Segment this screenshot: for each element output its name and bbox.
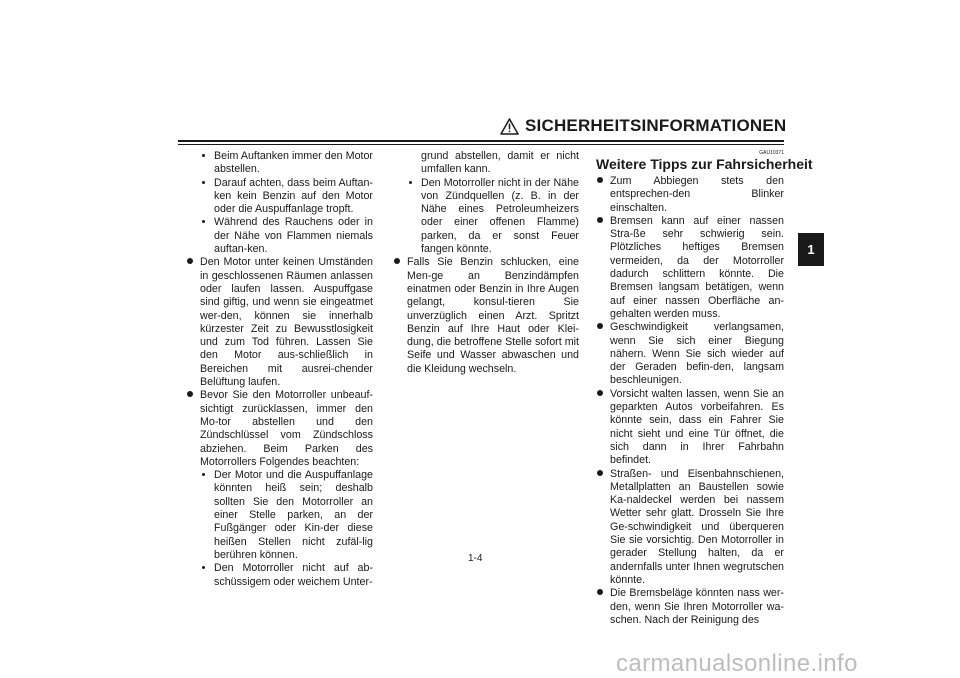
item-text: Den Motorroller nicht in der Nähe von Zündquellen (z. B. in der Nähe eines Petroleumheizers oder einer offenen Flamme) parken, da er sonst Feuer fangen könnte. [421, 176, 579, 256]
item-text: Den Motor unter keinen Umständen in geschlossenen Räumen anlassen oder laufen lassen. Auspuffgase sind giftig, und wenn sie eingeatmet wer-den, können sie innerhalb kürzester Zeit zu Bewusstlosigkeit und zum Tod führen. Lassen Sie den Motor aus-schließlich in Bereichen mit ausrei-chender Belüftung laufen. [200, 256, 373, 389]
sub-bullet-dot-icon [202, 566, 205, 569]
item-text: Vorsicht walten lassen, wenn Sie an geparkten Autos vorbeifahren. Es könnte sein, dass ein Fahrer Sie nicht sieht und eine Tür öffnet, die sich dann in Ihrer Fahrbahn befindet. [610, 387, 784, 467]
item-text: grund abstellen, damit er nicht umfallen kann. [421, 150, 579, 176]
bullet-item [186, 256, 373, 389]
item-text: Die Bremsbeläge könnten nass wer-den, wenn Sie Ihren Motorroller wa-schen. Nach der Reinigung des [610, 587, 784, 626]
text-column-2 [393, 150, 579, 376]
page-title: SICHERHEITSINFORMATIONEN [525, 116, 787, 135]
sub-bullet-dot-icon [202, 220, 205, 223]
header-rule [178, 140, 784, 142]
bullet-item [596, 587, 784, 627]
header-rule-thin [178, 144, 784, 145]
sub-bullet-item [393, 177, 579, 257]
bullet-item [596, 468, 784, 588]
bullet-dot-icon [597, 589, 603, 595]
item-text: Falls Sie Benzin schlucken, eine Men-ge an Benzindämpfen einatmen oder Benzin in Ihre Augen gelangt, konsul-tieren Sie unverzüglich einen Arzt. Spritzt Benzin auf Ihre Haut oder Klei-dung, die betroffene Stelle sofort mit Seife und Wasser abwaschen und die Kleidung wechseln. [407, 256, 579, 375]
item-text: Bremsen kann auf einer nassen Stra-ße sehr schwierig sein. Plötzliches heftiges Bremsen vermeiden, da der Motorroller dadurch schlittern könnte. Die Bremsen langsam betätigen, wenn auf einer nassen Oberfläche an-gehalten werden muss. [610, 214, 784, 320]
section-heading: Weitere Tipps zur Fahrsicherheit [596, 156, 813, 172]
item-text: Den Motorroller nicht auf ab-schüssigem oder weichem Unter- [214, 562, 373, 588]
item-text: Straßen- und Eisenbahnschienen, Metallplatten an Baustellen sowie Ka-naldeckel werden bei nassem Wetter sehr glatt. Drosseln Sie Ihre Ge-schwindigkeit und überqueren Sie sie vorsichtig. Den Motorroller in gerader Stellung halten, da er andernfalls unter Ihnen wegrutschen könnte. [610, 467, 784, 586]
warning-triangle-icon [500, 118, 519, 135]
sub-bullet-item [186, 562, 373, 589]
item-text: Bevor Sie den Motorroller unbeauf-sichtigt zurücklassen, immer den Mo-tor abstellen und den Zündschlüssel vom Zündschloss abziehen. Beim Parken des Motorrollers Folgendes beachten: [200, 389, 373, 468]
bullet-dot-icon [597, 323, 603, 329]
sub-bullet-dot-icon [409, 181, 412, 184]
bullet-item [393, 256, 579, 376]
bullet-dot-icon [187, 258, 193, 264]
safety-tips-list [596, 175, 784, 627]
bullet-dot-icon [187, 391, 193, 397]
bullet-item [596, 175, 784, 215]
bullet-dot-icon [597, 470, 603, 476]
bullet-dot-icon [597, 390, 603, 396]
item-text: Geschwindigkeit verlangsamen, wenn Sie sich einer Biegung nähern. Wenn Sie sich wieder auf der Geraden befin-den, langsam beschleunigen. [610, 321, 784, 387]
item-text: Darauf achten, dass beim Auftan-ken kein Benzin auf den Motor oder die Auspuffanlage tropft. [214, 176, 373, 216]
section-code: GAU10371 [759, 150, 784, 156]
bullet-item [186, 389, 373, 469]
item-text: Beim Auftanken immer den Motor abstellen. [214, 150, 373, 176]
bullet-dot-icon [394, 258, 400, 264]
bullet-item [596, 388, 784, 468]
page-number: 1-4 [468, 553, 483, 564]
watermark: carmanualsonline.info [616, 650, 858, 677]
item-text: Zum Abbiegen stets den entsprechen-den Blinker einschalten. [610, 175, 784, 214]
sub-bullet-dot-icon [202, 473, 205, 476]
bullet-dot-icon [597, 177, 603, 183]
item-text: Der Motor und die Auspuffanlage könnten heiß sein; deshalb sollten Sie den Motorroller an einer Stelle parken, an der Fußgänger oder Kin-der diese heißen Stellen nicht zufäl-lig berühren können. [214, 469, 373, 561]
sub-bullet-dot-icon [202, 181, 205, 184]
item-text: Während des Rauchens oder in der Nähe von Flammen niemals auftan-ken. [214, 216, 373, 256]
sub-bullet-item [186, 177, 373, 217]
sub-bullet-item [186, 216, 373, 256]
continued-text [393, 150, 579, 177]
sub-bullet-dot-icon [202, 154, 205, 157]
bullet-item [596, 321, 784, 387]
bullet-item [596, 215, 784, 321]
sub-bullet-item [186, 469, 373, 562]
text-column-3 [596, 150, 813, 627]
text-column-1 [186, 150, 373, 589]
sub-bullet-item [186, 150, 373, 177]
page-header [500, 116, 786, 136]
chapter-tab: 1 [798, 233, 824, 266]
bullet-dot-icon [597, 217, 603, 223]
